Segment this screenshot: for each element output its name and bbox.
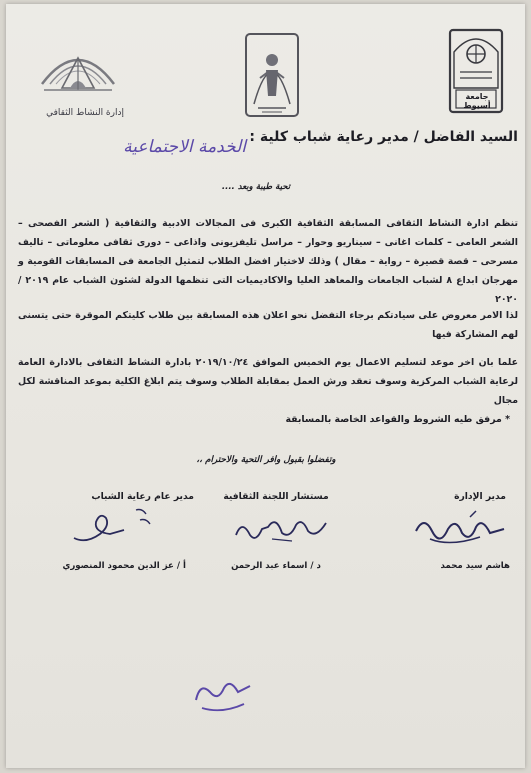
handwritten-receipt-mark-icon xyxy=(188,672,258,717)
signature-title-committee-advisor: مستشار اللجنة الثقافية xyxy=(223,491,329,502)
signature-name-manager: أ / عز الدين محمود المنصوري xyxy=(62,561,186,571)
body-paragraph-1: تنظم ادارة النشاط الثقافى المسابقة الثقافية الكبرى فى المجالات الادبية والثقافية ( الشعر الفصحى – الشعر العامى – كلمات اغانى – سيناريو وحوار – مراسل تليفزيونى واذاعى – دورى ثقافى معلوماتى – تاليف مسرحى – قصة قصيرة – رواية – مقال ) وذلك لاختيار افضل الطلاب لتمثيل الجامعة فى المسابقات القومية و مهرجان ابداع ٨ لشباب الجامعات والمعاهد العليا والاكاديميات التى تنظمها الدولة لشئون الشباب عام ٢٠١٩ / ٢٠٢٠ xyxy=(18,218,518,305)
student-activity-emblem-icon xyxy=(240,30,304,120)
signature-scribble-director-icon xyxy=(410,509,510,554)
signature-name-advisor: د / اسماء عبد الرحمن xyxy=(231,561,321,571)
signature-scribble-advisor-icon xyxy=(232,509,332,549)
signature-title-director: مدير الإدارة xyxy=(454,491,506,502)
handwritten-faculty-name: الخدمة الاجتماعية xyxy=(123,137,246,157)
addressee-line: السيد الفاضل / مدير رعاية شباب كلية : xyxy=(249,129,518,145)
document-page xyxy=(6,4,525,768)
signature-scribble-manager-icon xyxy=(66,504,166,554)
university-name-plate: جامعة أسيوط xyxy=(463,92,491,110)
signature-name-director: هاشم سيد محمد xyxy=(440,561,510,571)
cultural-activity-logo-icon xyxy=(32,44,124,104)
department-name: إدارة النشاط الثقافي xyxy=(46,108,124,118)
closing-line: وتفضلوا بقبول وافر التحية والاحترام ،، xyxy=(196,455,336,465)
greeting-line: تحية طيبة وبعد .... xyxy=(221,182,291,192)
body-paragraph-2: لذا الامر معروض على سيادتكم برجاء التفضل نحو اعلان هذه المسابقة بين طلاب كليتكم الموقرة حتى يتسنى لهم المشاركة فيها xyxy=(18,310,518,340)
signature-title-general-manager: مدير عام رعاية الشباب xyxy=(91,491,194,502)
body-paragraph-3: علما بان اخر موعد لتسليم الاعمال يوم الخميس الموافق ٢٠١٩/١٠/٢٤ بادارة النشاط الثقافى بالادارة العامة لرعاية الشباب المركزية وسوف تعقد ورش العمل بمقابلة الطلاب وسوف يتم ابلاغ الكلية بموعد المناقشة لكل مجال xyxy=(18,357,518,406)
attachment-note: * مرفق طيه الشروط والقواعد الخاصة بالمسابقة xyxy=(285,414,510,425)
